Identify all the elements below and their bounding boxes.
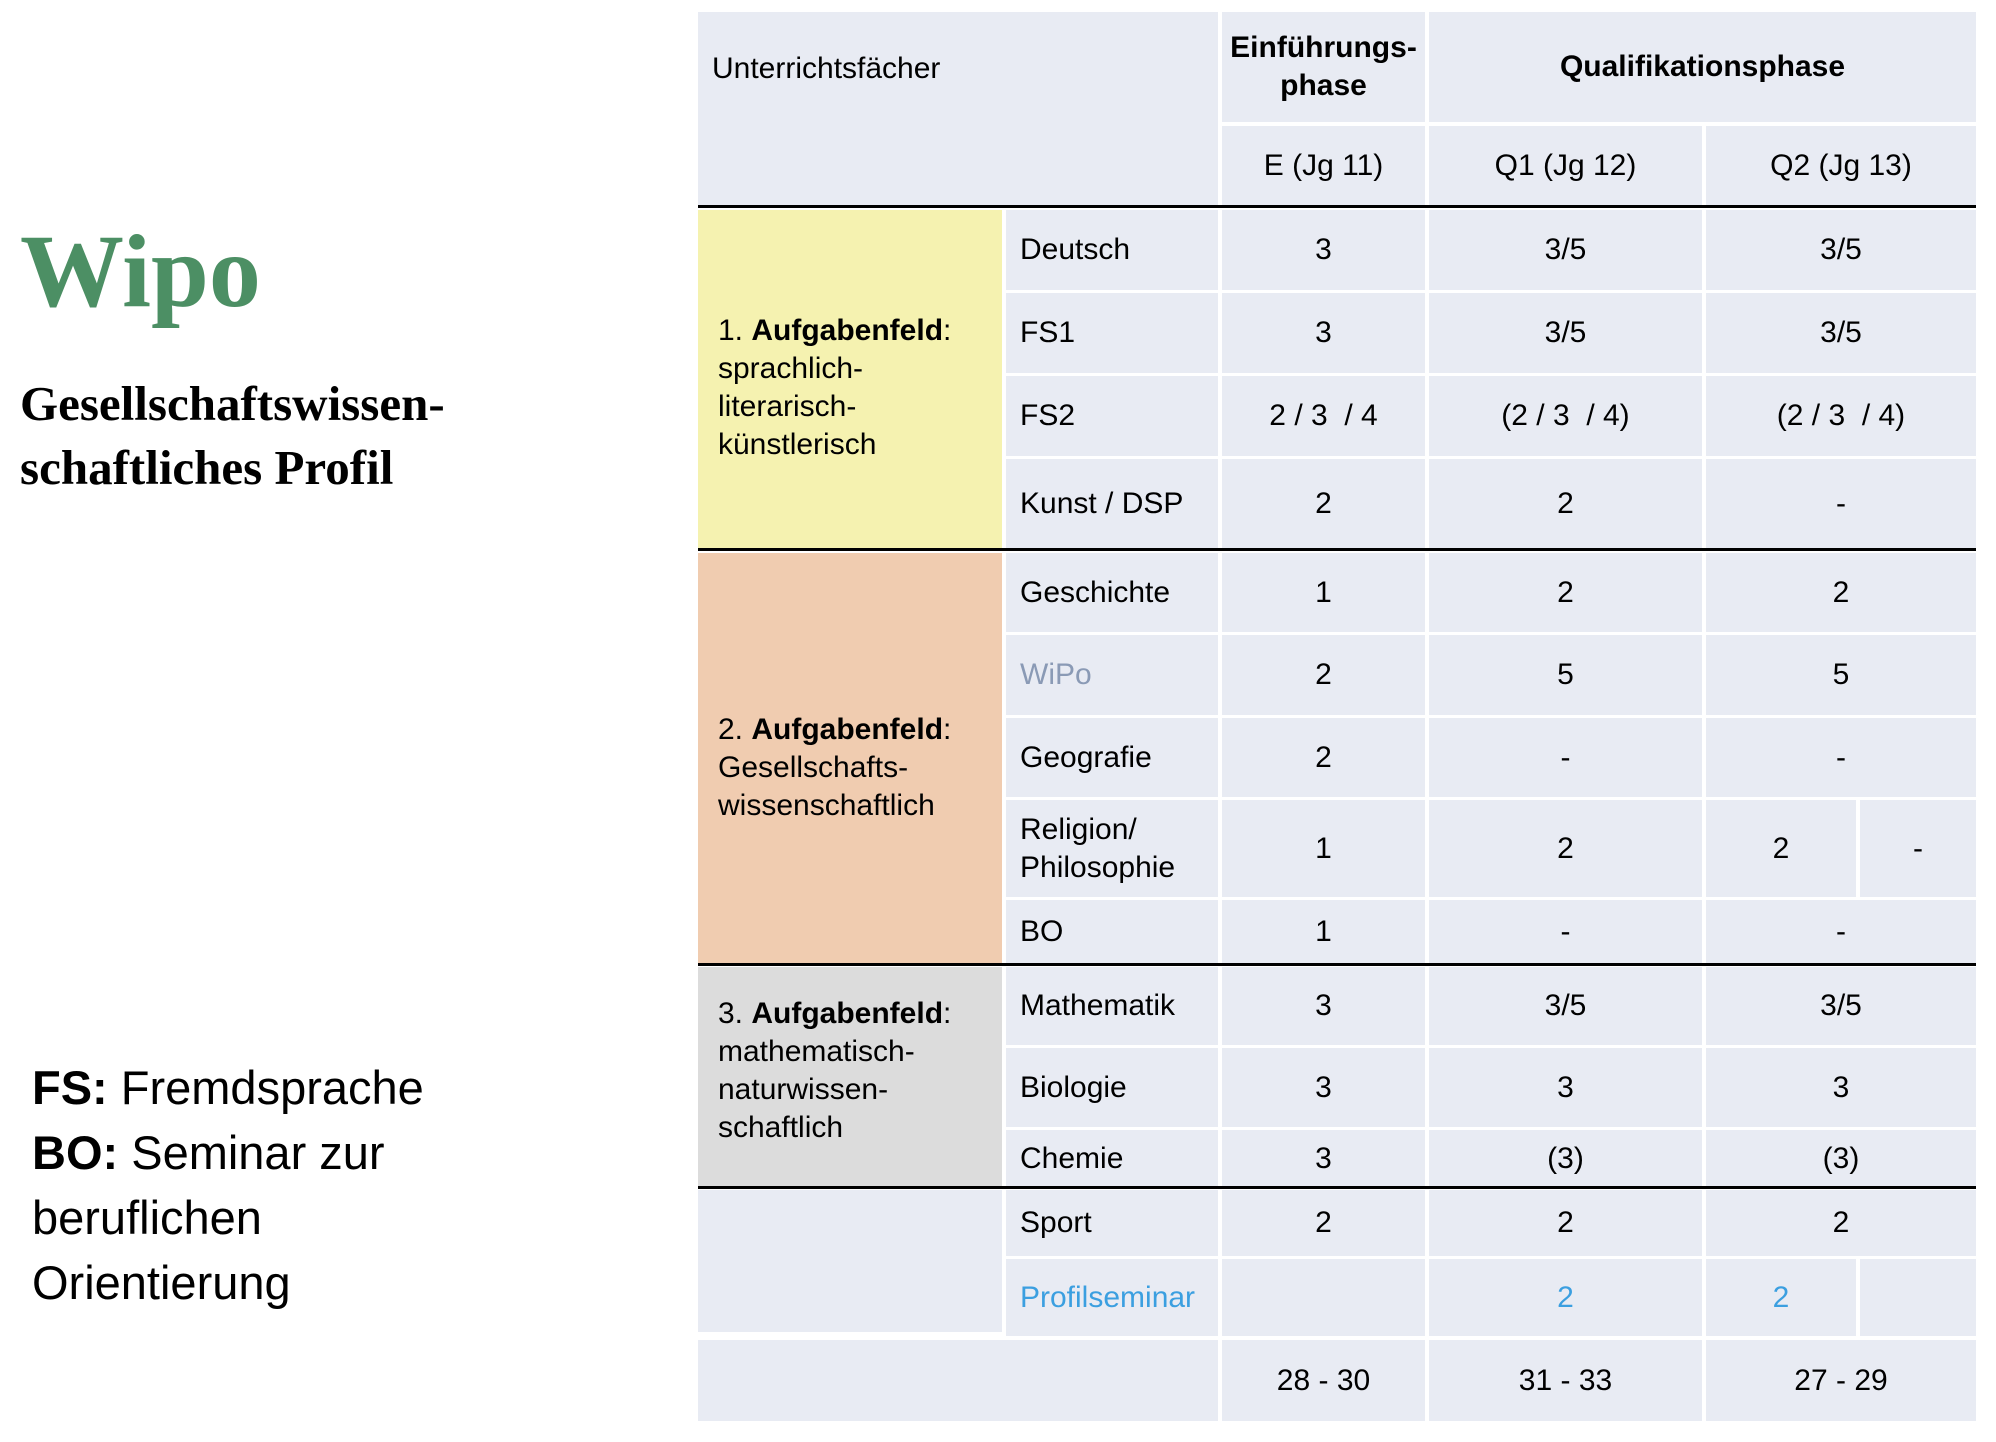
- value-e: 2 / 3 / 4: [1222, 376, 1425, 456]
- subject-cell: Geografie: [1006, 718, 1218, 797]
- header-col-q1: Q1 (Jg 12): [1429, 126, 1702, 205]
- value-e: 3: [1222, 967, 1425, 1045]
- value-q1: 3/5: [1429, 293, 1702, 373]
- legend-text: Seminar zur beruflichen Orientierung: [32, 1126, 385, 1309]
- value-q1: (3): [1429, 1130, 1702, 1187]
- value-q2: -: [1706, 900, 1976, 964]
- header-col-q2: Q2 (Jg 13): [1706, 126, 1976, 205]
- value-e: 1: [1222, 900, 1425, 964]
- table-rule: [698, 963, 1976, 966]
- subject-cell: Deutsch: [1006, 210, 1218, 290]
- value-q2: 3/5: [1706, 210, 1976, 290]
- field-label: Aufgabenfeld: [751, 314, 944, 347]
- value-e: 2: [1222, 1190, 1425, 1256]
- value-q2: -: [1706, 718, 1976, 797]
- value-q2b: -: [1860, 800, 1976, 897]
- field-num: 3.: [718, 997, 752, 1030]
- value-q2: 5: [1706, 635, 1976, 715]
- subject-cell: Chemie: [1006, 1130, 1218, 1187]
- field-2: [698, 553, 1002, 964]
- totals-label: [698, 1340, 1218, 1421]
- value-q1: 3/5: [1429, 967, 1702, 1045]
- value-q2: (3): [1706, 1130, 1976, 1187]
- page-title: Wipo: [20, 214, 261, 329]
- subject-cell: Geschichte: [1006, 553, 1218, 632]
- field-colon: :: [943, 712, 952, 746]
- subject-cell: WiPo: [1006, 635, 1218, 715]
- field-colon: :: [943, 997, 952, 1030]
- header-intro-phase: Einführungs-phase: [1222, 12, 1425, 122]
- value-e: [1222, 1259, 1425, 1336]
- value-q2a: 2: [1706, 1259, 1856, 1336]
- value-q2: 2: [1706, 1190, 1976, 1256]
- value-q1: 3/5: [1429, 210, 1702, 290]
- subject-text: Religion/ Philosophie: [1020, 812, 1176, 884]
- table-rule: [698, 1186, 1976, 1189]
- field-num: 2.: [718, 712, 752, 746]
- field-desc: sprachlich-literarisch-künstlerisch: [718, 352, 877, 461]
- total-q2: 27 - 29: [1706, 1340, 1976, 1421]
- field-3: [698, 967, 1002, 1187]
- page-subtitle: Gesellschaftswissen-schaftliches Profil: [20, 376, 445, 495]
- field-empty: [698, 1190, 1002, 1332]
- value-q1: (2 / 3 / 4): [1429, 376, 1702, 456]
- legend-item-fs: [32, 1055, 452, 1120]
- field-desc: mathematisch-naturwissen-schaftlich: [718, 1035, 915, 1144]
- value-e: 1: [1222, 553, 1425, 632]
- field-colon: :: [943, 314, 952, 347]
- subject-cell: FS2: [1006, 376, 1218, 456]
- subject-cell: Mathematik: [1006, 967, 1218, 1045]
- value-q1: -: [1429, 900, 1702, 964]
- subject-cell: FS1: [1006, 293, 1218, 373]
- value-q1: 2: [1429, 1259, 1702, 1336]
- legend-abbr: BO:: [32, 1126, 119, 1179]
- header-col-e: E (Jg 11): [1222, 126, 1425, 205]
- legend-item-bo: [32, 1120, 452, 1315]
- value-e: 3: [1222, 293, 1425, 373]
- value-e: 2: [1222, 459, 1425, 548]
- value-e: 3: [1222, 1048, 1425, 1127]
- total-e: 28 - 30: [1222, 1340, 1425, 1421]
- value-q2: -: [1706, 459, 1976, 548]
- subject-cell: Biologie: [1006, 1048, 1218, 1127]
- value-q2: 2: [1706, 553, 1976, 632]
- value-q1: -: [1429, 718, 1702, 797]
- value-q2a: 2: [1706, 800, 1856, 897]
- value-q2b: [1860, 1259, 1976, 1336]
- value-q1: 2: [1429, 800, 1702, 897]
- legend-text: Fremdsprache: [107, 1061, 424, 1114]
- field-desc: Gesellschafts-wissenschaftlich: [718, 750, 935, 822]
- value-q2: 3/5: [1706, 967, 1976, 1045]
- subject-cell: [1006, 800, 1218, 897]
- value-e: 3: [1222, 1130, 1425, 1187]
- value-e: 3: [1222, 210, 1425, 290]
- subject-cell: Profilseminar: [1006, 1259, 1218, 1336]
- value-e: 1: [1222, 800, 1425, 897]
- subject-cell: Sport: [1006, 1190, 1218, 1256]
- header-qual-phase: Qualifikationsphase: [1429, 12, 1976, 122]
- value-q2: (2 / 3 / 4): [1706, 376, 1976, 456]
- value-q2: 3: [1706, 1048, 1976, 1127]
- field-1: [698, 210, 1002, 548]
- field-num: 1.: [718, 314, 752, 347]
- abbreviation-legend: [32, 1055, 452, 1315]
- value-q1: 2: [1429, 1190, 1702, 1256]
- value-q2: 3/5: [1706, 293, 1976, 373]
- value-q1: 2: [1429, 553, 1702, 632]
- table-rule: [698, 205, 1976, 208]
- value-q1: 5: [1429, 635, 1702, 715]
- header-subjects: Unterrichtsfächer: [698, 12, 1218, 205]
- field-label: Aufgabenfeld: [751, 712, 944, 746]
- field-label: Aufgabenfeld: [751, 997, 944, 1030]
- value-q1: 2: [1429, 459, 1702, 548]
- value-e: 2: [1222, 635, 1425, 715]
- subject-cell: BO: [1006, 900, 1218, 964]
- subject-cell: Kunst / DSP: [1006, 459, 1218, 548]
- total-q1: 31 - 33: [1429, 1340, 1702, 1421]
- table-rule: [698, 548, 1976, 551]
- value-q1: 3: [1429, 1048, 1702, 1127]
- value-e: 2: [1222, 718, 1425, 797]
- legend-abbr: FS:: [32, 1061, 108, 1114]
